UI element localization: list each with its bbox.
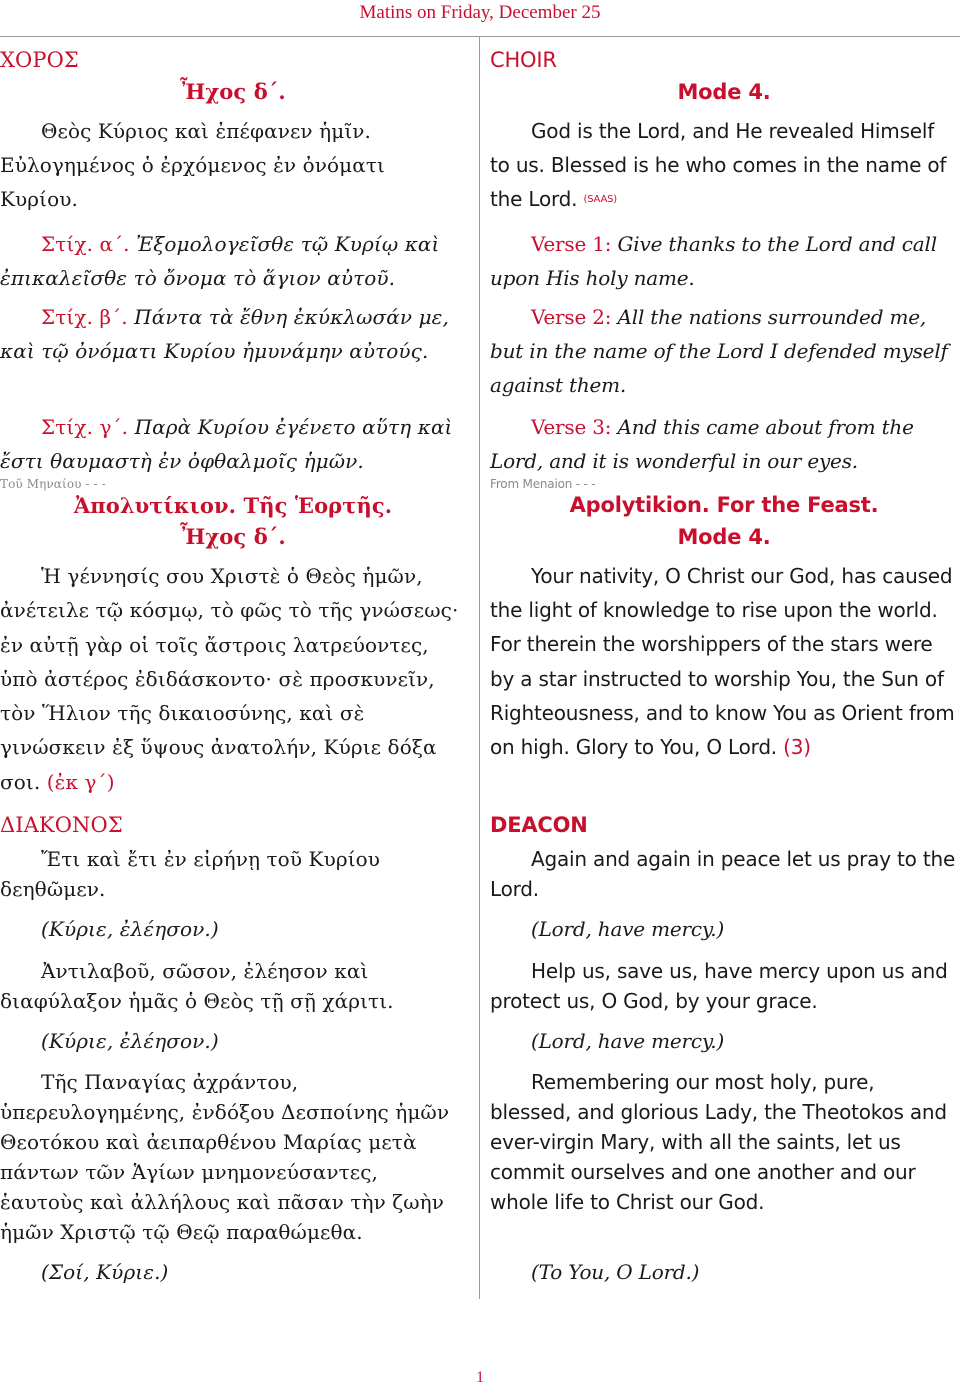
english-verse-3-label: Verse 3: (531, 415, 612, 439)
english-apolytikion-count: (3) (783, 735, 811, 760)
page-number: 1 (476, 1369, 484, 1386)
english-petition-1: Again and again in peace let us pray to the Lord. (490, 847, 956, 901)
column-divider (479, 37, 480, 1299)
greek-deacon-heading: ΔΙΑΚΟΝΟΣ (0, 813, 123, 837)
english-choir-source: (SAAS) (583, 194, 617, 205)
greek-apolytikion-body: Ἡ γέννησίς σου Χριστὲ ὁ Θεὸς ἡμῶν, ἀνέτειλε τῷ κόσμῳ, τὸ φῶς τὸ τῆς γνώσεως· ἐν αὐτῇ γὰρ οἱ τοῖς ἄστροις λατρεύοντες, ὑπὸ ἀστέρος ἐδιδάσκοντο· σὲ προσκυνεῖν, τὸν Ἥλιον τῆς δικαιοσύνης, καὶ σὲ γινώσκειν ἐξ ὕψους ἀνατολήν, Κύριε δόξα σοι. (0, 564, 459, 794)
greek-verse-1 (0, 227, 466, 295)
greek-apolytikion-text (0, 559, 466, 799)
greek-response-3: (Σοί, Κύριε.) (41, 1260, 169, 1284)
english-verse-1 (490, 227, 958, 295)
english-verse-1-label: Verse 1: (531, 232, 612, 256)
english-choir-heading: CHOIR (490, 48, 557, 72)
greek-mode-label: Ἦχος δ΄. (180, 79, 286, 104)
english-mode-label: Mode 4. (677, 80, 771, 104)
english-response-1: (Lord, have mercy.) (531, 917, 725, 941)
english-petition-2: Help us, save us, have mercy upon us and protect us, O God, by your grace. (490, 959, 948, 1013)
greek-petition-1: Ἔτι καὶ ἔτι ἐν εἰρήνῃ τοῦ Κυρίου δεηθῶμεν. (0, 847, 381, 901)
greek-response-2: (Κύριε, ἐλέησον.) (41, 1029, 219, 1053)
greek-verse-2 (0, 300, 466, 368)
english-apolytikion-body: Your nativity, O Christ our God, has caused the light of knowledge to rise upon the world. For therein the worshippers of the stars were by a star instructed to worship You, the Sun of Righteousness, and to know You as Orient from on high. Glory to You, O Lord. (490, 564, 955, 760)
greek-commemoration: Τῆς Παναγίας ἀχράντου, ὑπερευλογημένης, ἐνδόξου Δεσποίνης ἡμῶν Θεοτόκου καὶ ἀειπαρθένου Μαρίας μετὰ πάντων τῶν Ἁγίων μνημονεύσαντες, ἑαυτοὺς καὶ ἀλλήλους καὶ πᾶσαν τὴν ζωὴν ἡμῶν Χριστῷ τῷ Θεῷ παραθώμεθα. (0, 1070, 450, 1244)
english-choir-text (490, 114, 958, 217)
header-divider (0, 36, 960, 37)
english-apolytikion-text (490, 559, 958, 764)
english-source-note: From Menaion - - - (490, 477, 596, 491)
greek-apolytikion-mode: Ἦχος δ΄. (180, 524, 286, 549)
greek-source-note: Τοῦ Μηναίου - - - (0, 477, 106, 491)
english-verse-2-text: All the nations surrounded me, but in the name of the Lord I defended myself against them. (490, 305, 948, 397)
english-response-2: (Lord, have mercy.) (531, 1029, 725, 1053)
greek-verse-3-text: Παρὰ Κυρίου ἐγένετο αὕτη καὶ ἔστι θαυμαστὴ ἐν ὀφθαλμοῖς ἡμῶν. (0, 415, 453, 473)
english-verse-3 (490, 410, 958, 478)
greek-verse-1-label: Στίχ. α΄. (41, 232, 130, 256)
greek-verse-2-text: Πάντα τὰ ἔθνη ἐκύκλωσάν με, καὶ τῷ ὀνόματι Κυρίου ἠμυνάμην αὐτούς. (0, 305, 449, 363)
page-header: Matins on Friday, December 25 (359, 2, 601, 23)
greek-choir-heading: ΧΟΡΟΣ (0, 48, 79, 72)
greek-response-1: (Κύριε, ἐλέησον.) (41, 917, 219, 941)
english-deacon-heading: DEACON (490, 813, 588, 837)
english-apolytikion-mode: Mode 4. (677, 525, 771, 549)
english-verse-2-label: Verse 2: (531, 305, 612, 329)
english-commemoration: Remembering our most holy, pure, blessed, and glorious Lady, the Theotokos and ever-virgin Mary, with all the saints, let us commit ourselves and one another and our whole life to Christ our God. (490, 1070, 947, 1214)
english-apolytikion-title: Apolytikion. For the Feast. (569, 493, 879, 517)
english-verse-1-text: Give thanks to the Lord and call upon His holy name. (490, 232, 937, 290)
greek-verse-3 (0, 410, 466, 478)
english-response-3: (To You, O Lord.) (531, 1260, 700, 1284)
greek-choir-text: Θεὸς Κύριος καὶ ἐπέφανεν ἡμῖν. Εὐλογημένος ὁ ἐρχόμενος ἐν ὀνόματι Κυρίου. (0, 119, 385, 211)
english-verse-2 (490, 300, 958, 402)
greek-apolytikion-title: Ἀπολυτίκιον. Τῆς Ἑορτῆς. (73, 493, 393, 518)
greek-verse-3-label: Στίχ. γ΄. (41, 415, 129, 439)
english-choir-body: God is the Lord, and He revealed Himself to us. Blessed is he who comes in the name of the Lord. (490, 119, 947, 211)
english-verse-3-text: And this came about from the Lord, and it is wonderful in our eyes. (490, 415, 914, 473)
greek-petition-2: Ἀντιλαβοῦ, σῶσον, ἐλέησον καὶ διαφύλαξον ἡμᾶς ὁ Θεὸς τῇ σῇ χάριτι. (0, 959, 394, 1013)
greek-verse-1-text: Ἐξομολογεῖσθε τῷ Κυρίῳ καὶ ἐπικαλεῖσθε τὸ ὄνομα τὸ ἅγιον αὐτοῦ. (0, 232, 440, 290)
greek-apolytikion-count: (ἐκ γ΄) (46, 769, 115, 794)
greek-verse-2-label: Στίχ. β΄. (41, 305, 128, 329)
